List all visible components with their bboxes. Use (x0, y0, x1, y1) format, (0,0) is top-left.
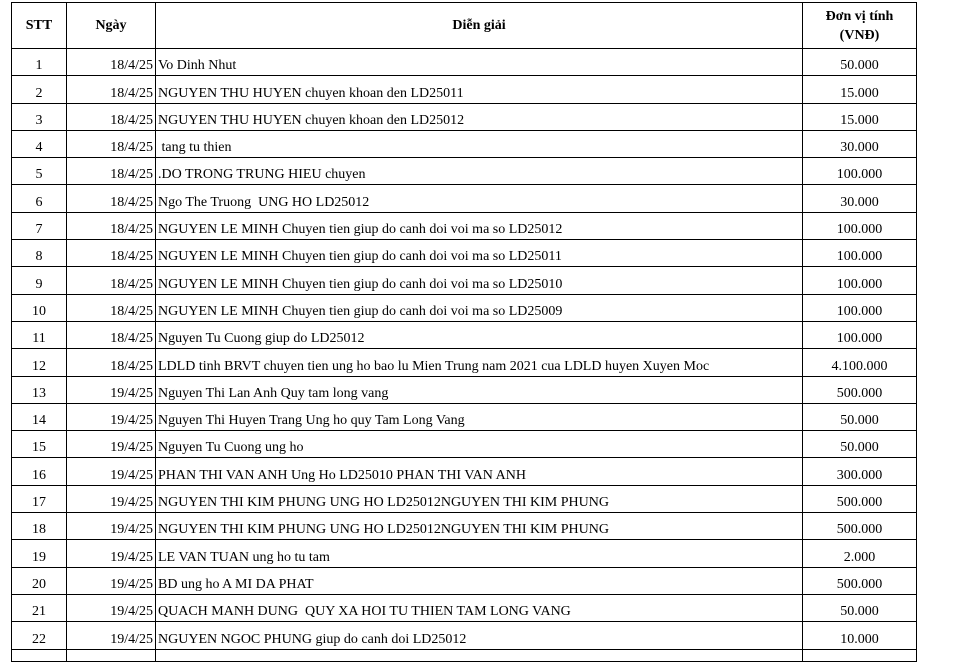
row-description-cell: NGUYEN THU HUYEN chuyen khoan den LD25011 (156, 76, 803, 103)
header-amount-line2: (VNĐ) (839, 27, 880, 43)
header-date: Ngày (67, 3, 156, 49)
row-date-cell: 19/4/25 (67, 376, 156, 403)
header-amount-line1: Đơn vị tính (825, 8, 894, 24)
row-date-cell: 18/4/25 (67, 103, 156, 130)
row-amount-cell: 4.100.000 (803, 349, 917, 376)
table-row (12, 349, 917, 376)
row-stt-cell: 9 (12, 267, 67, 294)
row-amount-cell: 500.000 (803, 376, 917, 403)
table-row (12, 49, 917, 76)
row-description-cell: LDLD tinh BRVT chuyen tien ung ho bao lu Mien Trung nam 2021 cua LDLD huyen Xuyen Moc (156, 349, 803, 376)
row-amount-cell: 10.000 (803, 622, 917, 649)
cut-off-row (12, 649, 917, 661)
table-row (12, 513, 917, 540)
row-date-cell: 19/4/25 (67, 622, 156, 649)
table-row (12, 376, 917, 403)
row-date-cell: 19/4/25 (67, 567, 156, 594)
row-description-cell: Nguyen Tu Cuong ung ho (156, 431, 803, 458)
table-row (12, 594, 917, 621)
row-amount-cell: 15.000 (803, 76, 917, 103)
table-row (12, 567, 917, 594)
cut-off-cell (67, 649, 156, 661)
row-amount-cell: 50.000 (803, 403, 917, 430)
table-row (12, 321, 917, 348)
table-row (12, 240, 917, 267)
row-stt-cell: 5 (12, 158, 67, 185)
row-amount-cell: 2.000 (803, 540, 917, 567)
row-date-cell: 19/4/25 (67, 458, 156, 485)
row-description-cell: PHAN THI VAN ANH Ung Ho LD25010 PHAN THI VAN ANH (156, 458, 803, 485)
row-amount-cell: 100.000 (803, 212, 917, 239)
header-amount (803, 3, 917, 49)
row-date-cell: 18/4/25 (67, 49, 156, 76)
row-date-cell: 18/4/25 (67, 130, 156, 157)
row-amount-cell: 100.000 (803, 294, 917, 321)
table-row (12, 158, 917, 185)
table-row (12, 294, 917, 321)
row-date-cell: 19/4/25 (67, 594, 156, 621)
row-stt-cell: 11 (12, 321, 67, 348)
row-date-cell: 19/4/25 (67, 485, 156, 512)
row-stt-cell: 2 (12, 76, 67, 103)
row-stt-cell: 8 (12, 240, 67, 267)
row-description-cell: NGUYEN NGOC PHUNG giup do canh doi LD25012 (156, 622, 803, 649)
table-body (12, 49, 917, 662)
row-description-cell: Vo Dinh Nhut (156, 49, 803, 76)
row-description-cell: tang tu thien (156, 130, 803, 157)
table-row (12, 403, 917, 430)
row-description-cell: NGUYEN THI KIM PHUNG UNG HO LD25012NGUYEN THI KIM PHUNG (156, 513, 803, 540)
row-amount-cell: 500.000 (803, 485, 917, 512)
row-amount-cell: 30.000 (803, 185, 917, 212)
row-amount-cell: 50.000 (803, 594, 917, 621)
row-description-cell: NGUYEN LE MINH Chuyen tien giup do canh doi voi ma so LD25010 (156, 267, 803, 294)
row-stt-cell: 10 (12, 294, 67, 321)
row-amount-cell: 15.000 (803, 103, 917, 130)
table-row (12, 103, 917, 130)
row-description-cell: NGUYEN THU HUYEN chuyen khoan den LD25012 (156, 103, 803, 130)
row-stt-cell: 7 (12, 212, 67, 239)
row-stt-cell: 22 (12, 622, 67, 649)
donation-table-sheet (11, 2, 916, 662)
table-row (12, 76, 917, 103)
row-stt-cell: 20 (12, 567, 67, 594)
row-description-cell: NGUYEN LE MINH Chuyen tien giup do canh doi voi ma so LD25012 (156, 212, 803, 239)
row-description-cell: NGUYEN THI KIM PHUNG UNG HO LD25012NGUYEN THI KIM PHUNG (156, 485, 803, 512)
row-stt-cell: 21 (12, 594, 67, 621)
row-amount-cell: 500.000 (803, 567, 917, 594)
row-stt-cell: 16 (12, 458, 67, 485)
row-amount-cell: 100.000 (803, 158, 917, 185)
row-description-cell: Ngo The Truong UNG HO LD25012 (156, 185, 803, 212)
row-date-cell: 18/4/25 (67, 212, 156, 239)
row-description-cell: Nguyen Thi Lan Anh Quy tam long vang (156, 376, 803, 403)
row-date-cell: 18/4/25 (67, 158, 156, 185)
table-row (12, 185, 917, 212)
table-row (12, 212, 917, 239)
header-row (12, 3, 917, 49)
row-stt-cell: 4 (12, 130, 67, 157)
row-date-cell: 19/4/25 (67, 431, 156, 458)
row-stt-cell: 15 (12, 431, 67, 458)
row-date-cell: 18/4/25 (67, 294, 156, 321)
row-date-cell: 18/4/25 (67, 240, 156, 267)
table-row (12, 458, 917, 485)
row-date-cell: 18/4/25 (67, 267, 156, 294)
row-date-cell: 19/4/25 (67, 403, 156, 430)
row-stt-cell: 17 (12, 485, 67, 512)
cut-off-cell (803, 649, 917, 661)
table-row (12, 431, 917, 458)
row-date-cell: 19/4/25 (67, 513, 156, 540)
table-header (12, 3, 917, 49)
row-date-cell: 18/4/25 (67, 76, 156, 103)
row-description-cell: NGUYEN LE MINH Chuyen tien giup do canh doi voi ma so LD25011 (156, 240, 803, 267)
row-description-cell: LE VAN TUAN ung ho tu tam (156, 540, 803, 567)
row-amount-cell: 500.000 (803, 513, 917, 540)
row-description-cell: NGUYEN LE MINH Chuyen tien giup do canh doi voi ma so LD25009 (156, 294, 803, 321)
row-stt-cell: 1 (12, 49, 67, 76)
row-amount-cell: 50.000 (803, 431, 917, 458)
row-stt-cell: 13 (12, 376, 67, 403)
table-row (12, 267, 917, 294)
row-date-cell: 18/4/25 (67, 321, 156, 348)
row-amount-cell: 50.000 (803, 49, 917, 76)
table-row (12, 485, 917, 512)
row-amount-cell: 30.000 (803, 130, 917, 157)
row-stt-cell: 14 (12, 403, 67, 430)
cut-off-cell (12, 649, 67, 661)
row-date-cell: 18/4/25 (67, 185, 156, 212)
donation-table (11, 2, 917, 662)
row-stt-cell: 19 (12, 540, 67, 567)
row-amount-cell: 300.000 (803, 458, 917, 485)
header-stt: STT (12, 3, 67, 49)
header-description: Diễn giải (156, 3, 803, 49)
row-description-cell: BD ung ho A MI DA PHAT (156, 567, 803, 594)
row-description-cell: QUACH MANH DUNG QUY XA HOI TU THIEN TAM LONG VANG (156, 594, 803, 621)
row-amount-cell: 100.000 (803, 321, 917, 348)
table-row (12, 130, 917, 157)
row-amount-cell: 100.000 (803, 267, 917, 294)
row-description-cell: .DO TRONG TRUNG HIEU chuyen (156, 158, 803, 185)
row-description-cell: Nguyen Thi Huyen Trang Ung ho quy Tam Long Vang (156, 403, 803, 430)
row-date-cell: 18/4/25 (67, 349, 156, 376)
row-description-cell: Nguyen Tu Cuong giup do LD25012 (156, 321, 803, 348)
row-amount-cell: 100.000 (803, 240, 917, 267)
row-date-cell: 19/4/25 (67, 540, 156, 567)
row-stt-cell: 3 (12, 103, 67, 130)
row-stt-cell: 18 (12, 513, 67, 540)
row-stt-cell: 12 (12, 349, 67, 376)
cut-off-cell (156, 649, 803, 661)
row-stt-cell: 6 (12, 185, 67, 212)
table-row (12, 540, 917, 567)
